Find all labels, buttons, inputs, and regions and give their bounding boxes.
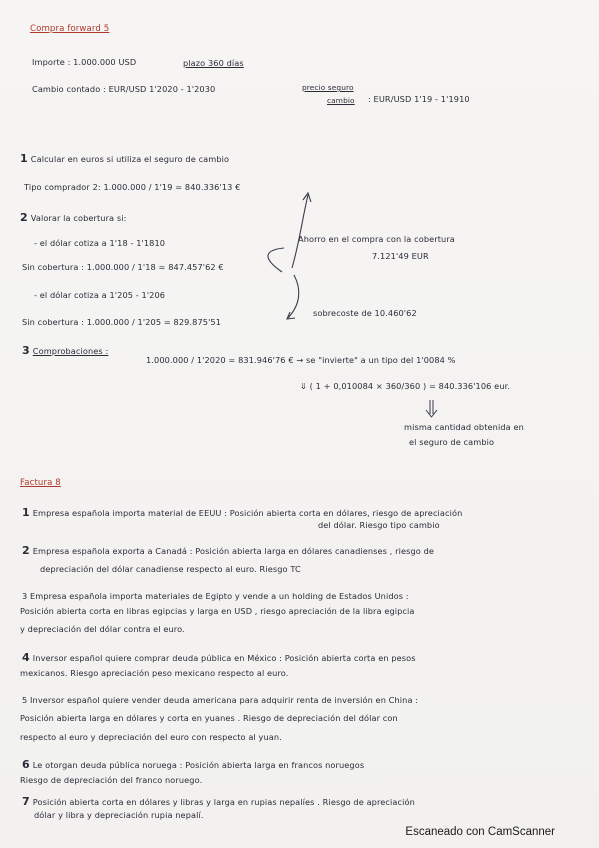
b-item-5-cont-1: Posición abierta larga en dólares y corta en yuanes . Riesgo de depreciación del dólar con [20, 713, 398, 723]
b-item-4: 4 Inversor español quiere comprar deuda pública en México : Posición abierta corta en pesos [22, 651, 416, 664]
step3-calc: 1.000.000 / 1'2020 = 831.946'76 € → se "invierte" a un tipo del 1'0084 % [146, 355, 456, 365]
scanner-watermark: Escaneado con CamScanner [405, 826, 555, 838]
b-item-7: 7 Posición abierta corta en dólares y libras y larga en rupias nepalíes . Riesgo de apreciación [22, 795, 415, 808]
importe-text: Importe : 1.000.000 USD [32, 57, 137, 67]
step2-calc-2: Sin cobertura : 1.000.000 / 1'205 = 829.875'51 [22, 317, 222, 327]
step2-calc-1: Sin cobertura : 1.000.000 / 1'18 = 847.457'62 € [22, 262, 224, 272]
note-ahorro-value: 7.121'49 EUR [372, 251, 429, 261]
step1-calc: Tipo comprador 2: 1.000.000 / 1'19 = 840.336'13 € [24, 182, 241, 192]
precio-seguro-value: : EUR/USD 1'19 - 1'1910 [368, 94, 470, 104]
cambio-contado-text: Cambio contado : EUR/USD 1'2020 - 1'2030 [32, 84, 216, 94]
b-item-2: 2 Empresa española exporta a Canadá : Posición abierta larga en dólares canadienses , riesgo de [22, 544, 435, 557]
b-item-1: 1 Empresa española importa material de EEUU : Posición abierta corta en dólares, riesgo de apreciación [22, 506, 463, 519]
precio-seguro-label: precio seguro [302, 83, 354, 92]
b-item-5: 5 Inversor español quiere vender deuda americana para adquirir renta de inversión en China : [22, 695, 419, 705]
b-item-5-cont-2: respecto al euro y depreciación del euro con respecto al yuan. [20, 732, 282, 742]
step3-formula: ⇓ ( 1 + 0,010084 × 360/360 ) = 840.336'106 eur. [300, 381, 511, 391]
b-item-6: 6 Le otorgan deuda pública noruega : Posición abierta larga en francos noruegos [22, 758, 365, 771]
b-item-7-cont: dólar y libra y depreciación rupia nepalí. [34, 810, 204, 820]
step2-heading: 2 Valorar la cobertura si: [20, 211, 127, 224]
note-sobrecoste: sobrecoste de 10.460'62 [313, 308, 417, 318]
step3-result-2: el seguro de cambio [409, 437, 495, 447]
b-item-4-cont: mexicanos. Riesgo apreciación peso mexicano respecto al euro. [20, 668, 289, 678]
b-item-3: 3 Empresa española importa materiales de Egipto y vende a un holding de Estados Unidos : [22, 591, 409, 601]
step2-bullet-1: - el dólar cotiza a 1'18 - 1'1810 [34, 238, 166, 248]
section-title-b: Factura 8 [20, 478, 61, 488]
b-item-2-cont: depreciación del dólar canadiense respecto al euro. Riesgo TC [40, 564, 301, 574]
b-item-3-cont-2: y depreciación del dólar contra el euro. [20, 624, 185, 634]
step3-result-1: misma cantidad obtenida en [404, 422, 524, 432]
step1-heading: 1 Calcular en euros si utiliza el seguro de cambio [20, 152, 230, 165]
note-ahorro: Ahorro en el compra con la cobertura [298, 234, 455, 244]
step2-bullet-2: - el dólar cotiza a 1'205 - 1'206 [34, 290, 166, 300]
plazo-text: plazo 360 días [183, 58, 244, 68]
section-title-a: Compra forward 5 [30, 24, 110, 34]
b-item-1-cont: del dólar. Riesgo tipo cambio [318, 520, 440, 530]
b-item-6-cont: Riesgo de depreciación del franco noruego. [20, 775, 203, 785]
precio-seguro-label-2: cambio [327, 96, 355, 105]
b-item-3-cont-1: Posición abierta corta en libras egipcias y larga en USD , riesgo apreciación de la libra egipcia [20, 606, 415, 616]
step3-heading: 3 Comprobaciones : [22, 344, 109, 357]
